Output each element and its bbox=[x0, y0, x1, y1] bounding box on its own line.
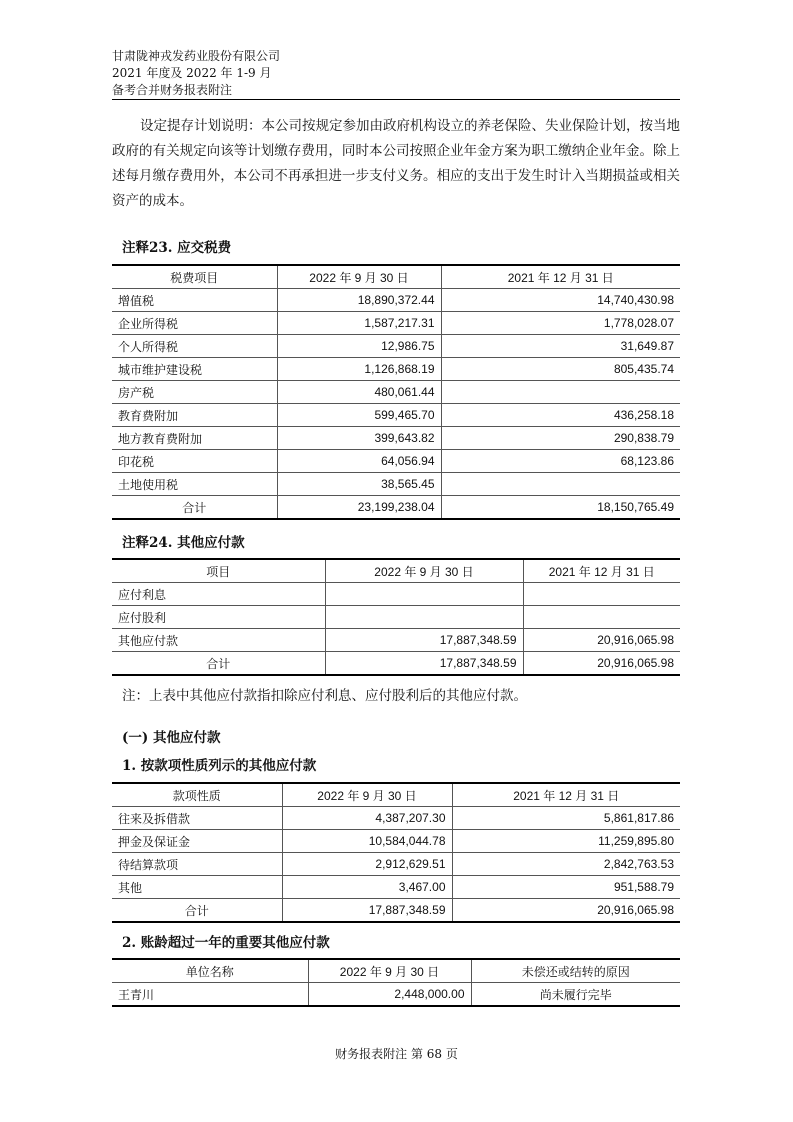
table-cell: 应付利息 bbox=[112, 583, 325, 606]
column-header: 2021 年 12 月 31 日 bbox=[452, 783, 680, 807]
table-cell: 38,565.45 bbox=[277, 473, 441, 496]
other-payables-table bbox=[112, 558, 680, 676]
sub1-title: 1. 按款项性质列示的其他应付款 bbox=[122, 758, 317, 774]
table-row bbox=[112, 807, 680, 830]
table-cell: 2,448,000.00 bbox=[308, 983, 471, 1007]
total-cell: 合计 bbox=[112, 899, 282, 923]
total-cell: 18,150,765.49 bbox=[441, 496, 680, 520]
note23-title: 注释23. 应交税费 bbox=[122, 240, 232, 256]
table-cell: 17,887,348.59 bbox=[325, 629, 523, 652]
table-cell: 805,435.74 bbox=[441, 358, 680, 381]
total-cell: 17,887,348.59 bbox=[282, 899, 452, 923]
table-cell bbox=[325, 606, 523, 629]
column-header: 2022 年 9 月 30 日 bbox=[308, 959, 471, 983]
table-row bbox=[112, 289, 680, 312]
table-cell: 2,912,629.51 bbox=[282, 853, 452, 876]
table-row bbox=[112, 335, 680, 358]
total-row bbox=[112, 899, 680, 923]
table-cell: 王青川 bbox=[112, 983, 308, 1007]
column-header: 2022 年 9 月 30 日 bbox=[325, 559, 523, 583]
table-row bbox=[112, 983, 680, 1007]
total-cell: 20,916,065.98 bbox=[452, 899, 680, 923]
table-cell bbox=[325, 583, 523, 606]
column-header: 2021 年 12 月 31 日 bbox=[523, 559, 680, 583]
table-cell: 3,467.00 bbox=[282, 876, 452, 899]
table-cell bbox=[441, 381, 680, 404]
table-row bbox=[112, 629, 680, 652]
table-row bbox=[112, 404, 680, 427]
total-cell: 17,887,348.59 bbox=[325, 652, 523, 676]
table-cell bbox=[523, 606, 680, 629]
table-cell: 其他 bbox=[112, 876, 282, 899]
column-header: 2021 年 12 月 31 日 bbox=[441, 265, 680, 289]
table-cell bbox=[441, 473, 680, 496]
column-header: 2022 年 9 月 30 日 bbox=[282, 783, 452, 807]
table-cell: 18,890,372.44 bbox=[277, 289, 441, 312]
by-nature-table bbox=[112, 782, 680, 923]
table-cell: 印花税 bbox=[112, 450, 277, 473]
table-cell: 教育费附加 bbox=[112, 404, 277, 427]
intro-paragraph: 设定提存计划说明：本公司按规定参加由政府机构设立的养老保险、失业保险计划，按当地政府的有关规定向该等计划缴存费用，同时本公司按照企业年金方案为职工缴纳企业年金。除上述每月缴存费用外，本公司不再承担进一步支付义务。相应的支出于发生时计入当期损益或相关资产的成本。 bbox=[112, 118, 680, 209]
table-header bbox=[112, 959, 680, 983]
aged-payables-table bbox=[112, 958, 680, 1007]
table-row bbox=[112, 381, 680, 404]
table-cell: 1,126,868.19 bbox=[277, 358, 441, 381]
table-cell: 14,740,430.98 bbox=[441, 289, 680, 312]
table-cell: 5,861,817.86 bbox=[452, 807, 680, 830]
total-cell: 合计 bbox=[112, 652, 325, 676]
total-row bbox=[112, 496, 680, 520]
table-cell: 待结算款项 bbox=[112, 853, 282, 876]
table-row bbox=[112, 853, 680, 876]
table-cell: 往来及拆借款 bbox=[112, 807, 282, 830]
table-row bbox=[112, 830, 680, 853]
table-header bbox=[112, 265, 680, 289]
table-cell: 599,465.70 bbox=[277, 404, 441, 427]
table-row bbox=[112, 606, 680, 629]
table-cell: 20,916,065.98 bbox=[523, 629, 680, 652]
column-header: 未偿还或结转的原因 bbox=[471, 959, 680, 983]
column-header: 单位名称 bbox=[112, 959, 308, 983]
table-cell: 11,259,895.80 bbox=[452, 830, 680, 853]
table-row bbox=[112, 450, 680, 473]
table-header bbox=[112, 783, 680, 807]
period: 2021 年度及 2022 年 1-9 月 bbox=[112, 66, 272, 80]
total-cell: 20,916,065.98 bbox=[523, 652, 680, 676]
table-row bbox=[112, 312, 680, 335]
table-row bbox=[112, 583, 680, 606]
table-cell: 应付股利 bbox=[112, 606, 325, 629]
table-cell bbox=[523, 583, 680, 606]
table-cell: 951,588.79 bbox=[452, 876, 680, 899]
total-row bbox=[112, 652, 680, 676]
total-cell: 23,199,238.04 bbox=[277, 496, 441, 520]
table-cell: 1,587,217.31 bbox=[277, 312, 441, 335]
table-cell: 1,778,028.07 bbox=[441, 312, 680, 335]
table-cell: 尚未履行完毕 bbox=[471, 983, 680, 1007]
table-cell: 64,056.94 bbox=[277, 450, 441, 473]
section1-title: (一) 其他应付款 bbox=[122, 730, 221, 746]
table-cell: 房产税 bbox=[112, 381, 277, 404]
table-row bbox=[112, 358, 680, 381]
table-cell: 押金及保证金 bbox=[112, 830, 282, 853]
table-cell: 436,258.18 bbox=[441, 404, 680, 427]
table-cell: 其他应付款 bbox=[112, 629, 325, 652]
table-cell: 地方教育费附加 bbox=[112, 427, 277, 450]
table-cell: 68,123.86 bbox=[441, 450, 680, 473]
page-header bbox=[112, 48, 280, 99]
table-row bbox=[112, 427, 680, 450]
table-cell: 10,584,044.78 bbox=[282, 830, 452, 853]
table-cell: 480,061.44 bbox=[277, 381, 441, 404]
note24-title: 注释24. 其他应付款 bbox=[122, 535, 245, 551]
table-row bbox=[112, 876, 680, 899]
table-row bbox=[112, 473, 680, 496]
company-name: 甘肃陇神戎发药业股份有限公司 bbox=[112, 49, 281, 63]
column-header: 项目 bbox=[112, 559, 325, 583]
table-cell: 31,649.87 bbox=[441, 335, 680, 358]
table-cell: 个人所得税 bbox=[112, 335, 277, 358]
column-header: 2022 年 9 月 30 日 bbox=[277, 265, 441, 289]
sub2-title: 2. 账龄超过一年的重要其他应付款 bbox=[122, 935, 330, 951]
header-divider bbox=[112, 99, 680, 100]
table-cell: 城市维护建设税 bbox=[112, 358, 277, 381]
column-header: 税费项目 bbox=[112, 265, 277, 289]
doc-title: 备考合并财务报表附注 bbox=[112, 83, 233, 97]
table-cell: 2,842,763.53 bbox=[452, 853, 680, 876]
table-cell: 企业所得税 bbox=[112, 312, 277, 335]
table-cell: 399,643.82 bbox=[277, 427, 441, 450]
tax-payable-table bbox=[112, 264, 680, 520]
note24-remark: 注：上表中其他应付款指扣除应付利息、应付股利后的其他应付款。 bbox=[122, 688, 527, 704]
table-cell: 290,838.79 bbox=[441, 427, 680, 450]
table-cell: 12,986.75 bbox=[277, 335, 441, 358]
total-cell: 合计 bbox=[112, 496, 277, 520]
table-header bbox=[112, 559, 680, 583]
table-cell: 土地使用税 bbox=[112, 473, 277, 496]
page-footer: 财务报表附注 第 68 页 bbox=[335, 1047, 458, 1061]
column-header: 款项性质 bbox=[112, 783, 282, 807]
table-cell: 4,387,207.30 bbox=[282, 807, 452, 830]
table-cell: 增值税 bbox=[112, 289, 277, 312]
